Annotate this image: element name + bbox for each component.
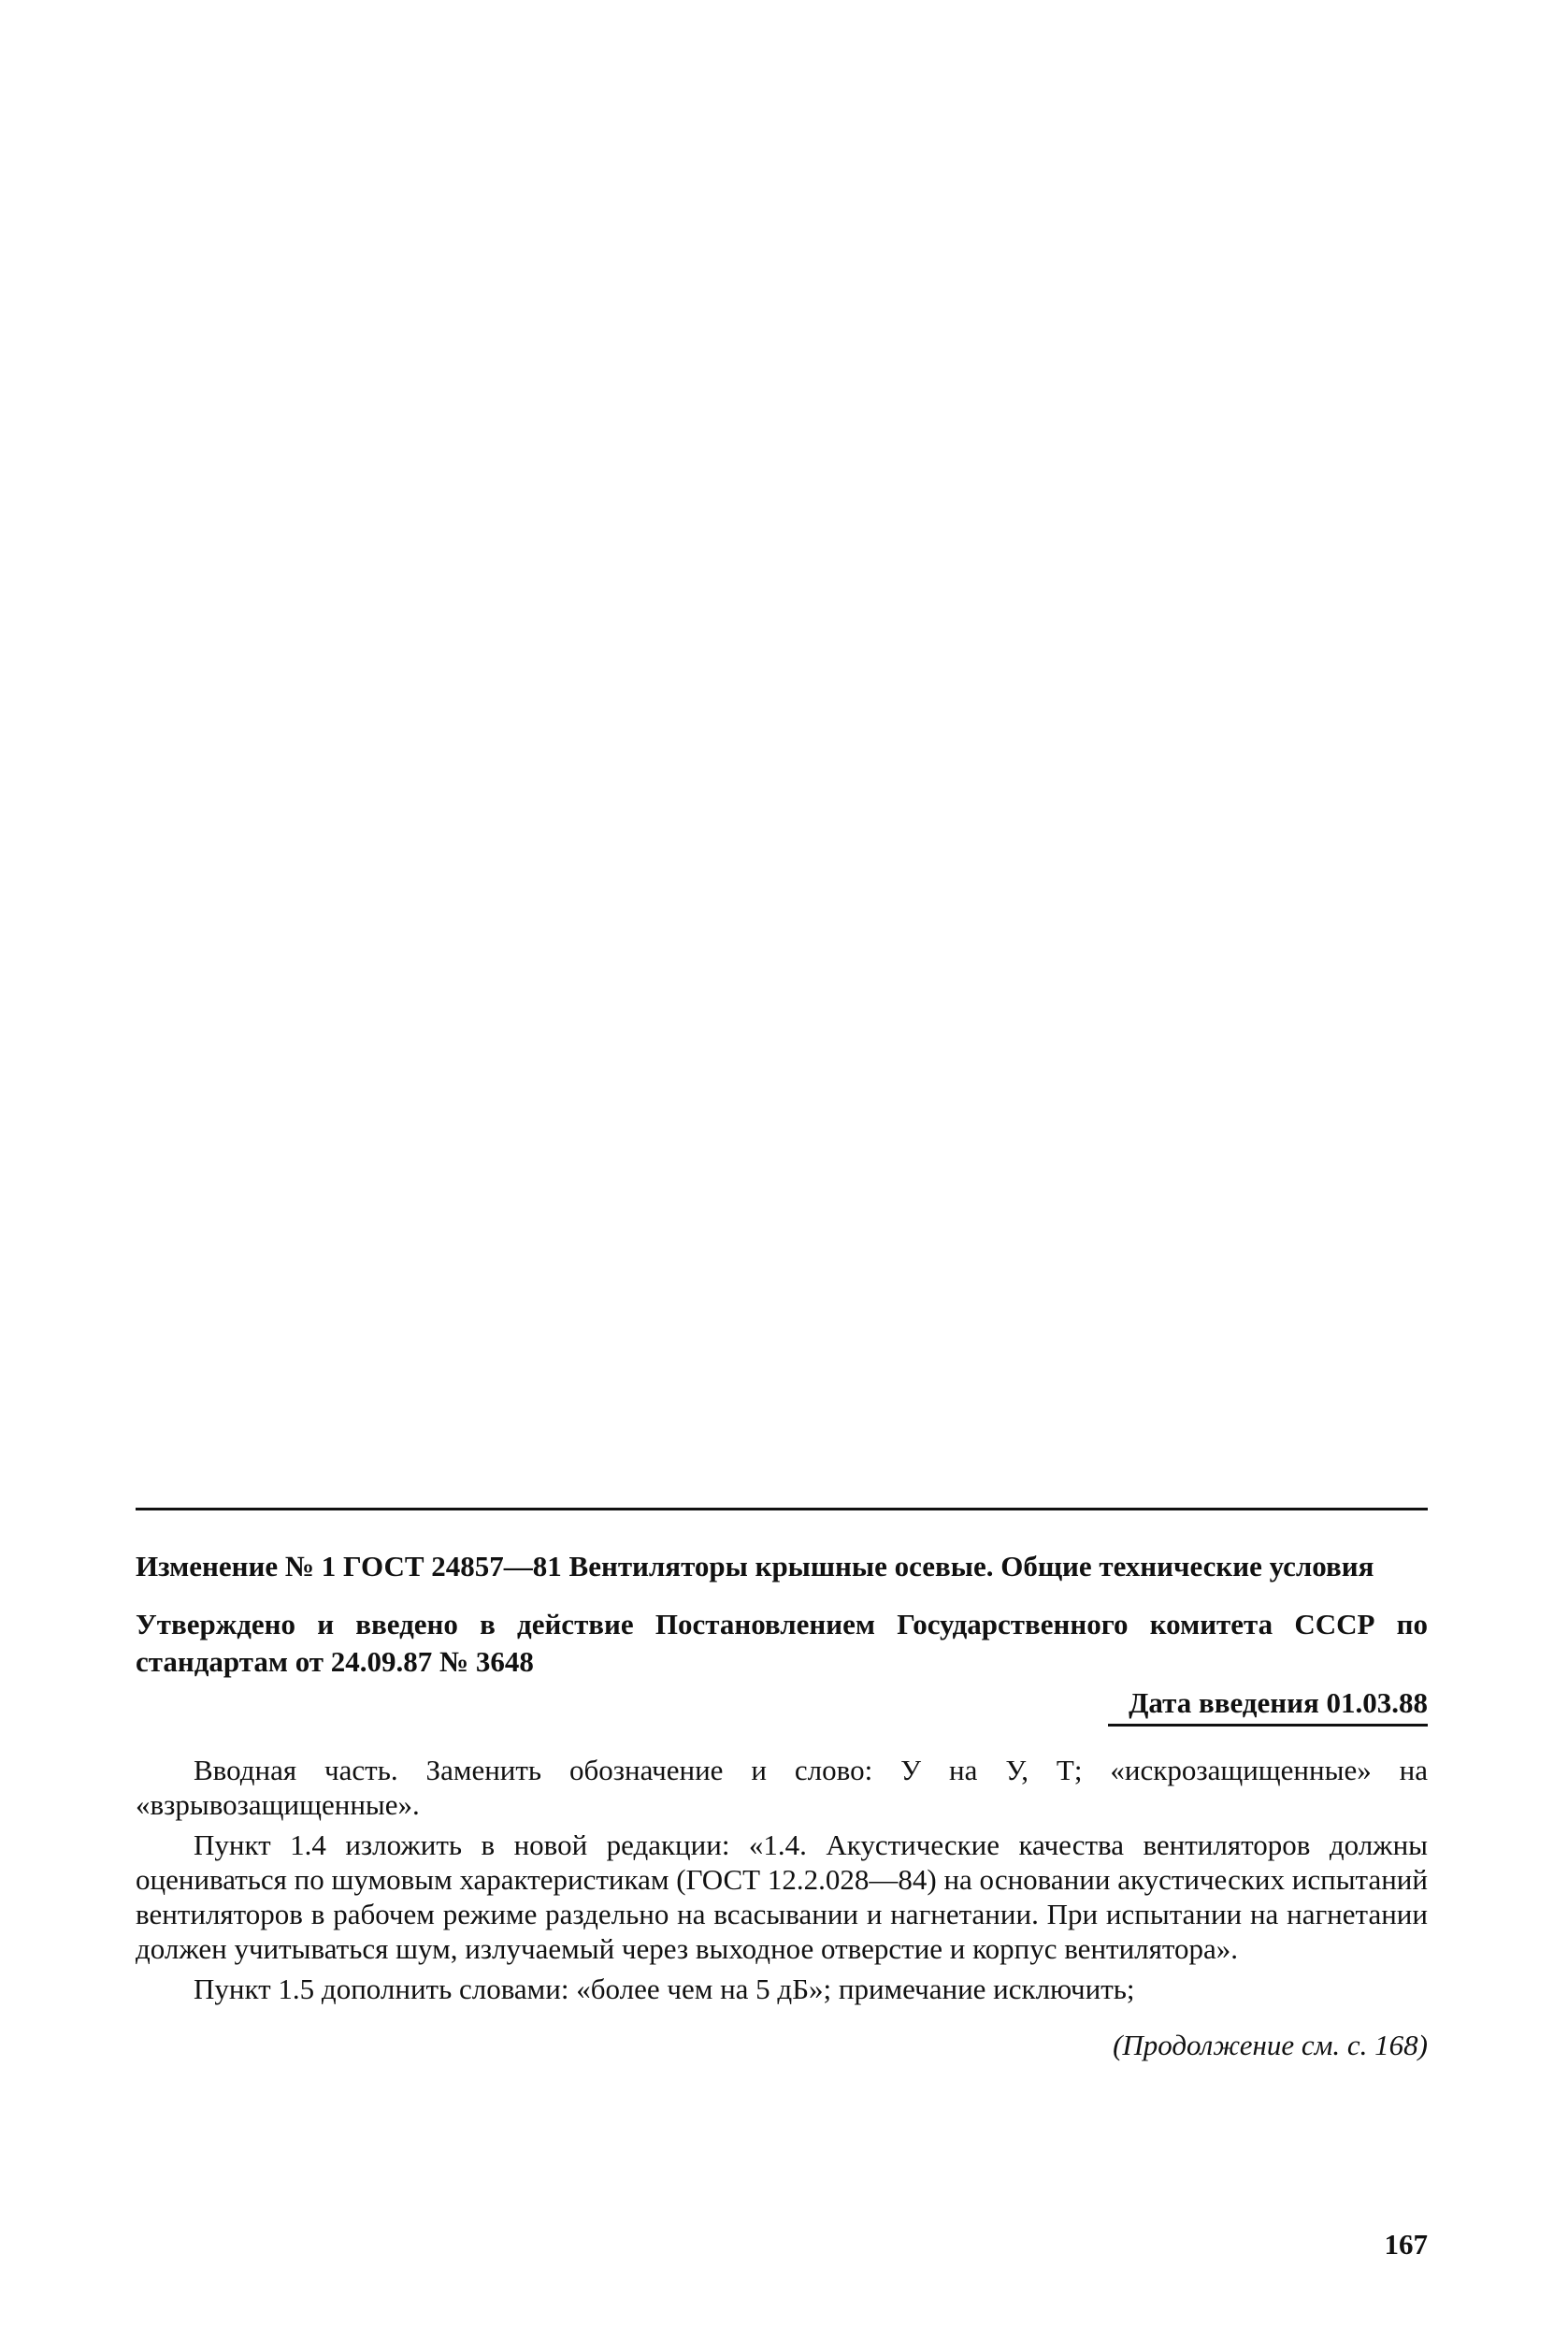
paragraph-clause-1-5: Пункт 1.5 дополнить словами: «более чем на 5 дБ»; примечание исключить; bbox=[194, 1973, 1135, 2005]
top-divider bbox=[136, 1508, 1428, 1510]
continuation-note: (Продолжение см. с. 168) bbox=[1113, 2029, 1428, 2061]
paragraph-clause-1-4: Пункт 1.4 изложить в новой редакции: «1.4. Акустические качества вентиляторов должны оцениваться по шумовым характеристикам (ГОСТ 12.2.028—84) на основании акустических испытаний вентиляторов в рабочем режиме раздельно на всасывании и нагнетании. При испытании на нагнетании должен учитываться шум, излучаемый через выходное отверстие и корпус вентилятора». bbox=[136, 1828, 1428, 1965]
effective-date: Дата введения 01.03.88 bbox=[1108, 1684, 1428, 1727]
approval-statement: Утверждено и введено в действие Постановлением Государственного комитета СССР по стандартам от 24.09.87 № 3648 bbox=[136, 1608, 1428, 1678]
amendment-section bbox=[136, 1508, 1428, 2062]
amendment-title: Изменение № 1 ГОСТ 24857—81 Вентиляторы крышные осевые. Общие технические условия bbox=[136, 1550, 1374, 1582]
paragraph-intro: Вводная часть. Заменить обозначение и слово: У на У, Т; «искрозащищенные» на «взрывозащищенные». bbox=[136, 1754, 1428, 1821]
effective-date-row bbox=[136, 1684, 1428, 1727]
amendment-body bbox=[136, 1753, 1428, 2006]
page-number: 167 bbox=[1384, 2228, 1428, 2261]
